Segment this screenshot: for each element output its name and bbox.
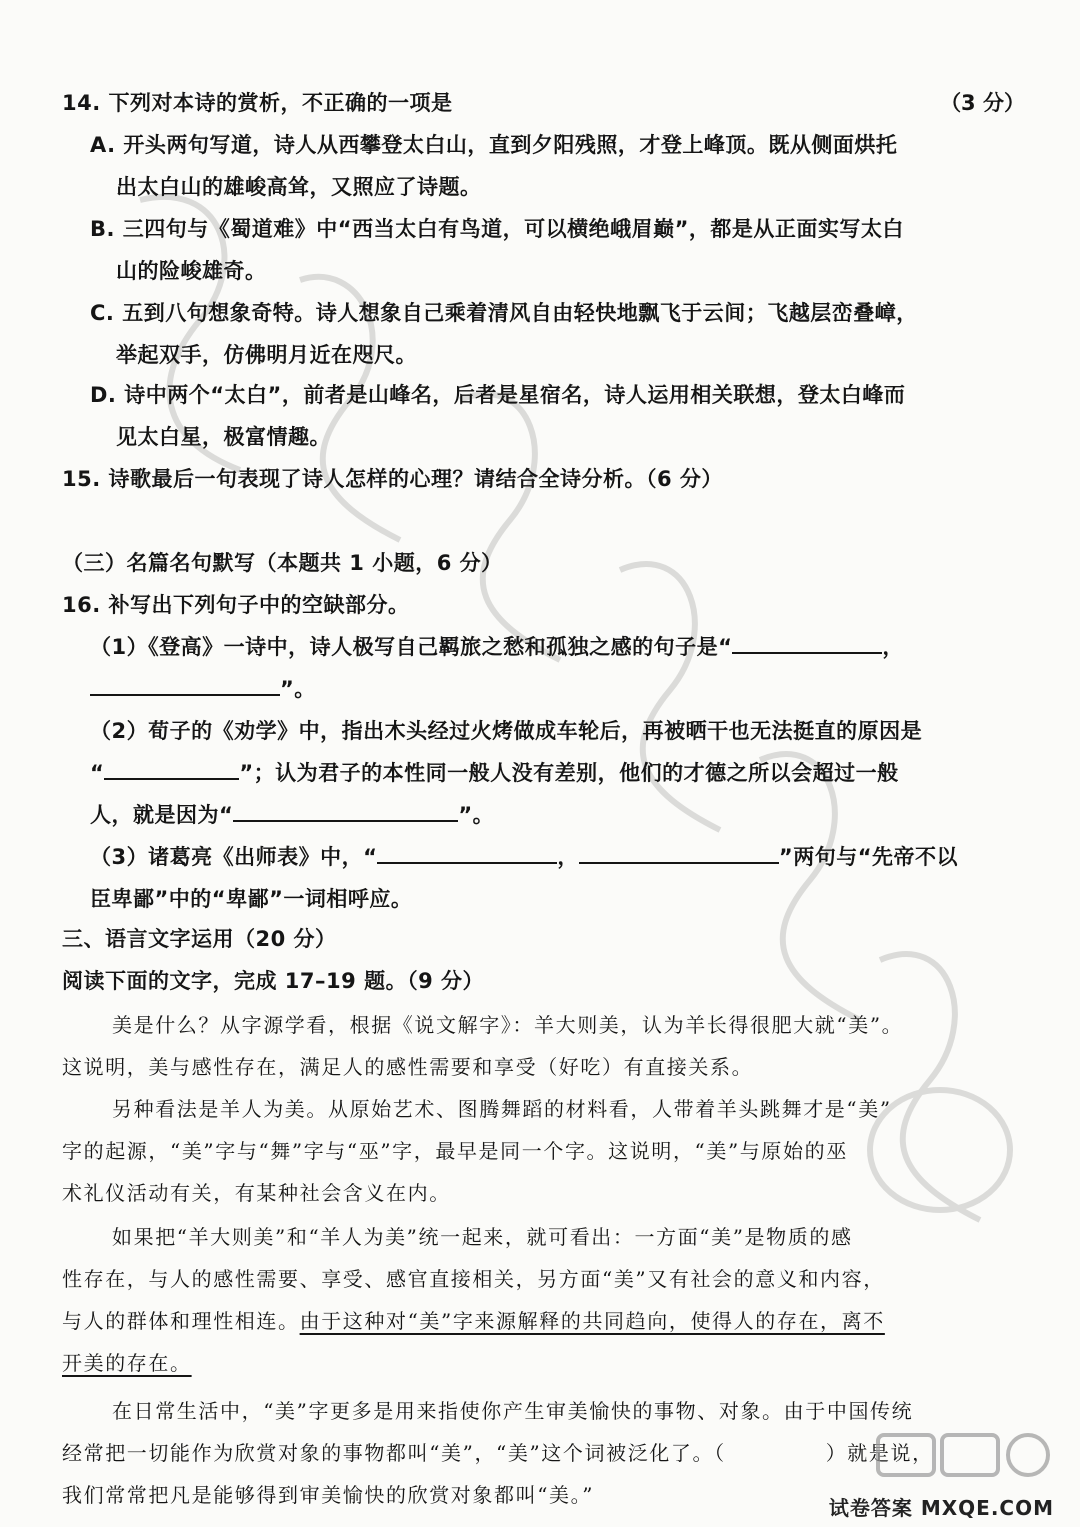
q16-part2-line1: （2）荀子的《劝学》中，指出木头经过火烤做成车轮后，再被晒干也无法挺直的原因是 bbox=[90, 719, 923, 743]
passage-line-11-lead: 经常把一切能作为欣赏对象的事物都叫“美”，“美”这个词被泛化了。（ bbox=[62, 1441, 726, 1465]
q16-part2-mid: ”；认为君子的本性同一般人没有差别，他们的才德之所以会超过一般 bbox=[239, 761, 899, 785]
q15-stem: 15. 诗歌最后一句表现了诗人怎样的心理？请结合全诗分析。（6 分） bbox=[62, 467, 723, 491]
q16-stem: 16. 补写出下列句子中的空缺部分。 bbox=[62, 593, 410, 617]
q14-option-a-line1: A. 开头两句写道，诗人从西攀登太白山，直到夕阳残照，才登上峰顶。既从侧面烘托 bbox=[90, 133, 898, 157]
underlined-sentence-part2: 开美的存在。 bbox=[62, 1351, 192, 1375]
q16-part1-prompt: （1）《登高》一诗中，诗人极写自己羁旅之愁和孤独之感的句子是“ bbox=[90, 635, 733, 659]
passage-line-5: 术礼仪活动有关，有某种社会含义在内。 bbox=[62, 1181, 451, 1205]
section-three-heading: （三）名篇名句默写（本题共 1 小题，6 分） bbox=[62, 551, 503, 575]
passage-line-3: 另种看法是羊人为美。从原始艺术、图腾舞蹈的材料看，人带着羊头跳舞才是“美” bbox=[112, 1097, 892, 1121]
q16-part2-lead: 人，就是因为“ bbox=[90, 803, 234, 827]
q16-part3-tail: ”两句与“先帝不以 bbox=[778, 845, 959, 869]
part-three-intro: 阅读下面的文字，完成 17–19 题。（9 分） bbox=[62, 969, 484, 993]
passage-line-12: 我们常常把凡是能够得到审美愉快的欣赏对象都叫“美。” bbox=[62, 1483, 595, 1507]
footer-url: MXQE.COM bbox=[920, 1496, 1054, 1520]
footer-site-label bbox=[829, 1492, 1054, 1521]
passage-line-4: 字的起源，“美”字与“舞”字与“巫”字，最早是同一个字。这说明，“美”与原始的巫 bbox=[62, 1139, 848, 1163]
q16-part2-line2 bbox=[90, 758, 899, 788]
q16-part1-line2 bbox=[90, 674, 316, 704]
q16-part3-blank-a[interactable] bbox=[377, 842, 557, 864]
q16-part3-line2: 臣卑鄙”中的“卑鄙”一词相呼应。 bbox=[90, 887, 413, 911]
passage-line-2: 这说明，美与感性存在，满足人的感性需要和享受（好吃）有直接关系。 bbox=[62, 1055, 754, 1079]
passage-line-8 bbox=[62, 1306, 885, 1336]
passage-line-1: 美是什么？从字源学看，根据《说文解字》：羊大则美，认为羊长得很肥大就“美”。 bbox=[112, 1013, 904, 1037]
q16-part3-blank-b[interactable] bbox=[579, 842, 779, 864]
q16-part2-line3 bbox=[90, 800, 494, 830]
q16-part1-blank-a[interactable] bbox=[732, 632, 882, 654]
q14-option-b-line1: B. 三四句与《蜀道难》中“西当太白有鸟道，可以横绝峨眉巅”，都是从正面实写太白 bbox=[90, 217, 904, 241]
q16-part2-open-quote: “ bbox=[90, 761, 105, 785]
part-three-heading: 三、语言文字运用（20 分） bbox=[62, 927, 337, 951]
q14-option-c-line1: C. 五到八句想象奇特。诗人想象自己乘着清风自由轻快地飘飞于云间；飞越层峦叠嶂， bbox=[90, 301, 918, 325]
q16-part1-close: ”。 bbox=[280, 677, 316, 701]
q16-part3-line1 bbox=[90, 842, 958, 872]
q16-part3-comma: ， bbox=[557, 845, 579, 869]
underlined-sentence-part1: 由于这种对“美”字来源解释的共同趋向，使得人的存在，离不 bbox=[299, 1309, 885, 1333]
q14-option-a-line2: 出太白山的雄峻高耸，又照应了诗题。 bbox=[116, 175, 482, 199]
passage-line-10: 在日常生活中，“美”字更多是用来指使你产生审美愉快的事物、对象。由于中国传统 bbox=[112, 1399, 914, 1423]
q16-part1-blank-b[interactable] bbox=[90, 674, 280, 696]
passage-line-9 bbox=[62, 1348, 192, 1378]
q16-part1-line1 bbox=[90, 632, 904, 662]
q14-option-d-line2: 见太白星，极富情趣。 bbox=[116, 425, 331, 449]
passage-line-11 bbox=[62, 1438, 934, 1468]
q16-part2-blank-a[interactable] bbox=[104, 758, 239, 780]
footer-brand: 试卷答案 bbox=[828, 1496, 913, 1520]
passage-line-11-tail: ）就是说， bbox=[825, 1441, 934, 1465]
q16-part2-blank-b[interactable] bbox=[233, 800, 458, 822]
q16-part3-lead: （3）诸葛亮《出师表》中，“ bbox=[90, 845, 378, 869]
passage-line-8-plain: 与人的群体和理性相连。 bbox=[62, 1309, 300, 1333]
q14-score: （3 分） bbox=[940, 91, 1025, 115]
q14-option-b-line2: 山的险峻雄奇。 bbox=[116, 259, 267, 283]
q16-part1-comma: ， bbox=[882, 635, 904, 659]
q14-option-c-line2: 举起双手，仿佛明月近在咫尺。 bbox=[116, 343, 417, 367]
passage-line-6: 如果把“羊大则美”和“羊人为美”统一起来，就可看出：一方面“美”是物质的感 bbox=[112, 1225, 853, 1249]
q14-option-d-line1: D. 诗中两个“太白”，前者是山峰名，后者是星宿名，诗人运用相关联想，登太白峰而 bbox=[90, 383, 906, 407]
q16-part2-close: ”。 bbox=[458, 803, 495, 827]
q14-stem: 14. 下列对本诗的赏析，不正确的一项是 bbox=[62, 91, 453, 115]
passage-line-7: 性存在，与人的感性需要、享受、感官直接相关，另方面“美”又有社会的意义和内容， bbox=[62, 1267, 885, 1291]
